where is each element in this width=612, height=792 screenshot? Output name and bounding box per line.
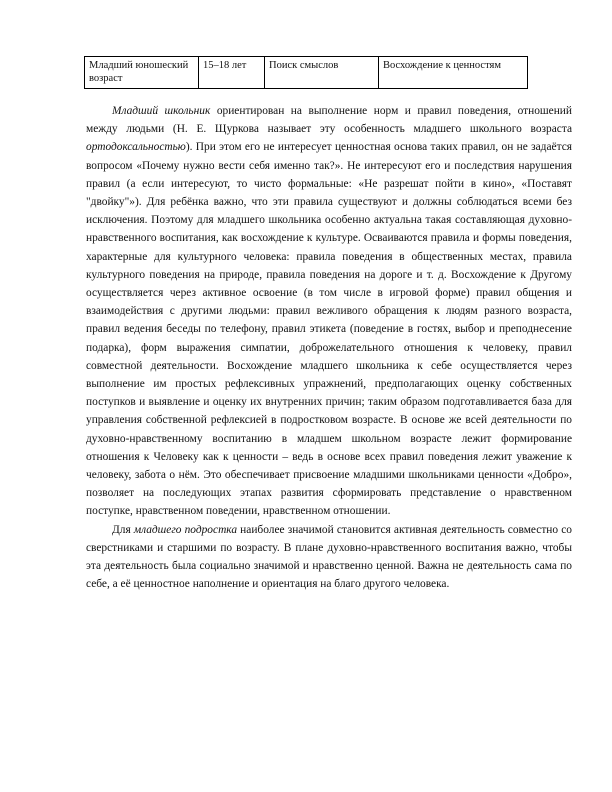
age-stage-table [84,56,528,89]
paragraph-text: ориентирован на выполнение норм и правил поведения, отношений между людьми (Н. Е. Щуркова называет эту особенность младшего школьного возраста [86,105,573,136]
table-cell-ascent: Восхождение к ценностям [379,57,528,89]
term-junior-schoolchild: Младший школьник [112,105,211,117]
table-cell-leading-activity: Поиск смыслов [265,57,379,89]
table-row [85,57,528,89]
paragraph-text: ). При этом его не интересует ценностная основа таких правил, он не задаётся вопросом «Почему нужно вести себя именно так?». Не интересуют его и последствия нарушения правил (а если интересуют, то чисто формальные: «Не разрешат пойти в кино», «Поставят "двойку"»). Для ребёнка важно, что эти правила существуют и должны соблюдаться всеми без исключения. Поэтому для младшего школьника особенно актуальна такая составляющая духовно-нравственного воспитания, как восхождение к культуре. Осваиваются правила и формы поведения, характерные для культурного человека: правила поведения в общественных местах, правила культурного поведения на природе, правила поведения на дороге и т. д. Восхождение к Другому осуществляется через активное освоение (в том числе в игровой форме) правил общения и взаимодействия с другими людьми: правил вежливого обращения к людям разного возраста, правил ведения беседы по телефону, правил этикета (поведение в гостях, выбор и преподнесение подарка), форм выражения симпатии, доброжелательного отношения к человеку, правил совместной деятельности. Восхождение младшего школьника к себе осуществляется через выполнение им простых рефлексивных упражнений, предполагающих оценку собственных поступков и выявление и оценку их внутренних причин; таким образом подготавливается база для управления собственной рефлексией в подростковом возрасте. В основе же всей деятельности по духовно-нравственному воспитанию в младшем школьном возрасте лежит формирование отношения к Человеку как к ценности – ведь в основе всех правил поведения лежит уважение к человеку, забота о нём. Это обеспечивает присвоение младшими школьниками ценности «Добро», позволяет на последующих этапах развития сформировать представление о нравственном поступке, нравственном поведении, нравственном отношении. [86,141,572,518]
paragraph-text: Для [112,523,134,536]
body-text [86,102,572,593]
term-orthodoxy: ортодоксальностью [86,141,186,154]
paragraph-junior-teenager [86,521,572,594]
paragraph-junior-schoolchild [86,102,572,521]
table-cell-age-range: 15–18 лет [199,57,265,89]
term-junior-teenager: младшего подростка [133,523,238,536]
paragraph-text: наиболее значимой становится активная деятельность совместно со сверстниками и старшими по возрасту. В плане духовно-нравственного воспитания важно, чтобы эта деятельность была социально значимой и нравственно ценной. Важна не деятельность сама по себе, а её ценностное наполнение и ориентация на благо другого человека. [86,523,572,591]
table-cell-age-group: Младший юношеский возраст [85,57,199,89]
